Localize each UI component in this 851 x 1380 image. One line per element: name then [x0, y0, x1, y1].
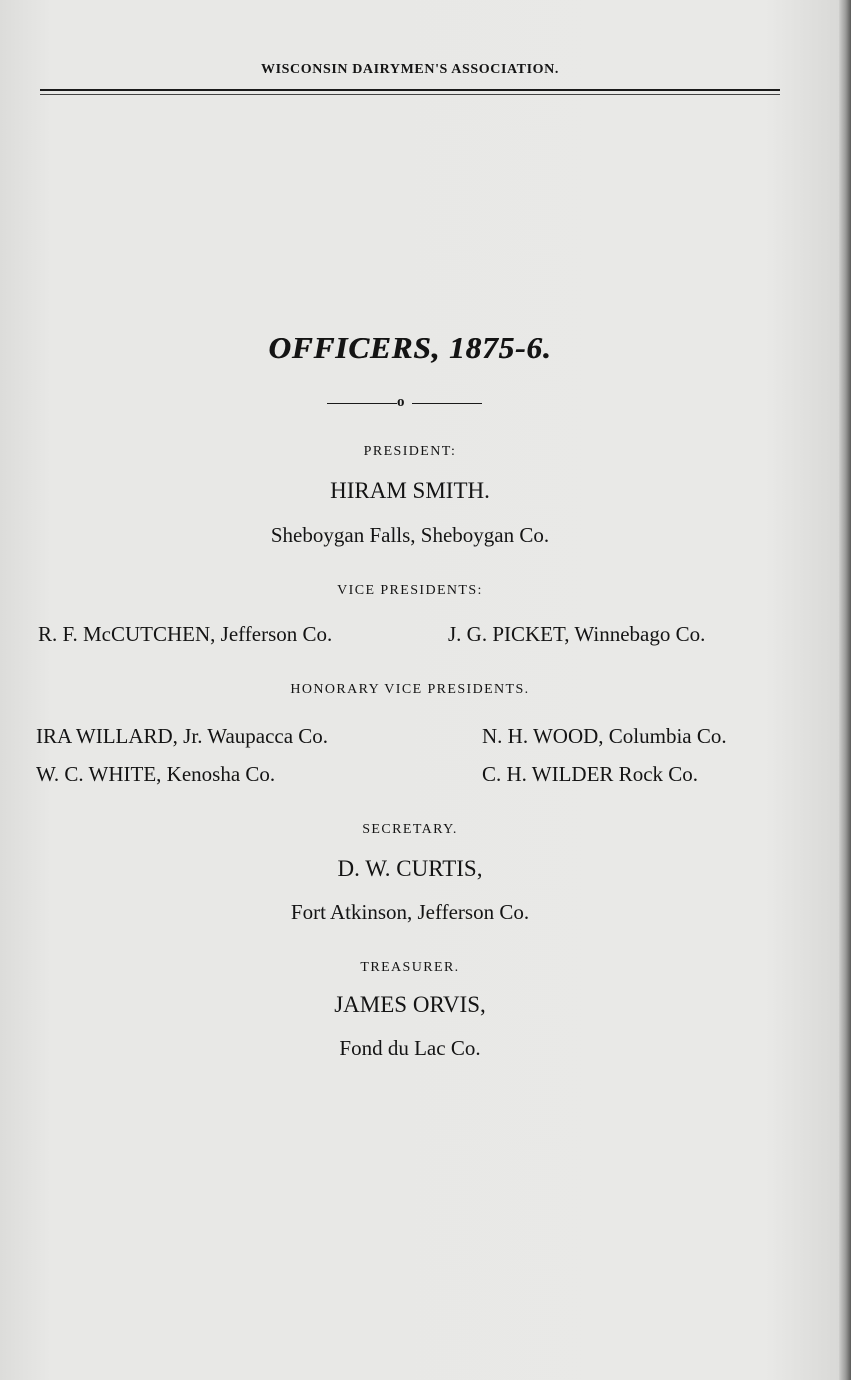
honorary-vice-president-entry: C. H. WILDER Rock Co. — [482, 762, 699, 786]
page-edge — [839, 0, 851, 1380]
honorary-vice-president-entry: N. H. WOOD, Columbia Co. — [482, 724, 727, 748]
vice-president-entry: J. G. PICKET, Winnebago Co. — [448, 622, 706, 646]
treasurer-label: TREASURER. — [360, 960, 460, 975]
secretary-name: D. W. CURTIS, — [337, 856, 483, 881]
page-title: OFFICERS, 1875-6. — [268, 330, 552, 365]
ornament-rule-right — [412, 403, 482, 404]
honorary-vice-president-entry: IRA WILLARD, Jr. Waupacca Co. — [36, 724, 329, 748]
vice-presidents-label: VICE PRESIDENTS: — [337, 583, 483, 598]
running-header: WISCONSIN DAIRYMEN'S ASSOCIATION. — [261, 62, 559, 77]
header-rule — [40, 89, 780, 91]
ornament-mark: o — [397, 394, 405, 410]
president-name: HIRAM SMITH. — [330, 478, 490, 503]
honorary-vice-presidents-label: HONORARY VICE PRESIDENTS. — [290, 682, 530, 697]
treasurer-location: Fond du Lac Co. — [339, 1036, 481, 1060]
honorary-vice-president-entry: W. C. WHITE, Kenosha Co. — [36, 762, 276, 786]
ornament-rule-left — [327, 403, 397, 404]
president-location: Sheboygan Falls, Sheboygan Co. — [270, 523, 550, 547]
president-label: PRESIDENT: — [363, 444, 457, 459]
secretary-label: SECRETARY. — [362, 822, 458, 837]
header-rule-thin — [40, 94, 780, 95]
treasurer-name: JAMES ORVIS, — [334, 992, 486, 1017]
vice-president-entry: R. F. McCUTCHEN, Jefferson Co. — [38, 622, 333, 646]
secretary-location: Fort Atkinson, Jefferson Co. — [290, 900, 530, 924]
